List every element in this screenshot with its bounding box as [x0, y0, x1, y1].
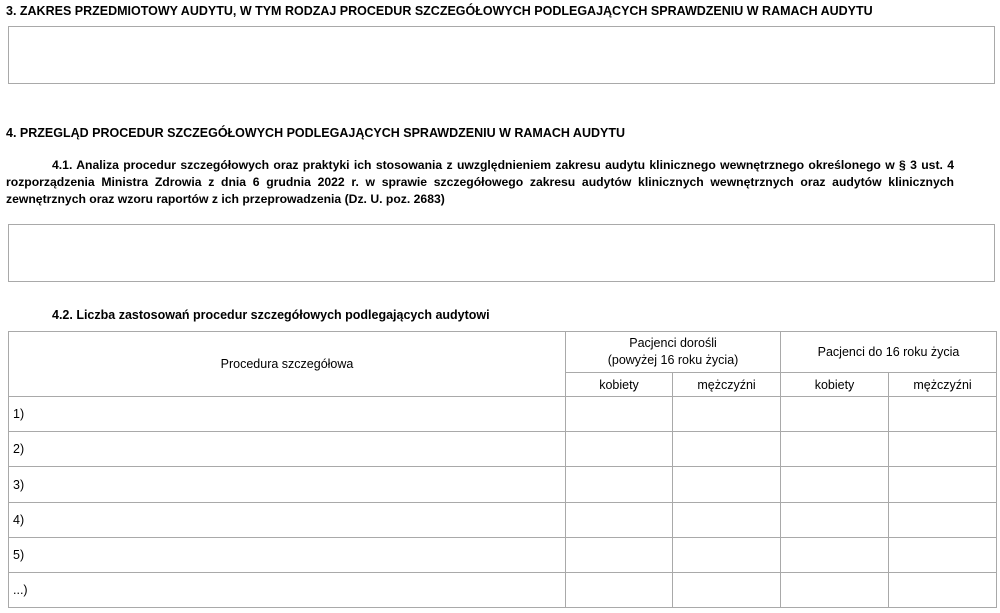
adult-patients-header — [566, 332, 781, 373]
section-4-2-title: 4.2. Liczba zastosowań procedur szczegółowych podlegających audytowi — [52, 308, 490, 322]
children-men-cell[interactable] — [889, 467, 997, 502]
table-row — [9, 467, 997, 502]
table-row — [9, 397, 997, 432]
adults-women-cell[interactable] — [566, 397, 673, 432]
children-women-cell[interactable] — [781, 467, 889, 502]
adults-women-cell[interactable] — [566, 432, 673, 467]
children-women-cell[interactable] — [781, 397, 889, 432]
children-men-cell[interactable] — [889, 432, 997, 467]
adults-men-cell[interactable] — [673, 432, 781, 467]
row-label[interactable]: 3) — [9, 467, 566, 502]
adults-men-cell[interactable] — [673, 467, 781, 502]
children-patients-header: Pacjenci do 16 roku życia — [781, 332, 997, 373]
adults-men-cell[interactable] — [673, 502, 781, 537]
section-4-1-answer-field[interactable] — [8, 224, 995, 282]
children-women-header: kobiety — [781, 373, 889, 397]
children-men-cell[interactable] — [889, 397, 997, 432]
children-men-cell[interactable] — [889, 537, 997, 572]
adults-women-cell[interactable] — [566, 502, 673, 537]
children-women-cell[interactable] — [781, 502, 889, 537]
adult-patients-header-text: Pacjenci dorośli (powyżej 16 roku życia) — [607, 336, 739, 368]
adults-women-cell[interactable] — [566, 537, 673, 572]
row-label[interactable]: 1) — [9, 397, 566, 432]
adults-women-cell[interactable] — [566, 467, 673, 502]
row-label[interactable]: 2) — [9, 432, 566, 467]
table-row — [9, 537, 997, 572]
section-3-answer-field[interactable] — [8, 26, 995, 84]
section-4-heading: 4. PRZEGLĄD PROCEDUR SZCZEGÓŁOWYCH PODLEGAJĄCYCH SPRAWDZENIU W RAMACH AUDYTU — [6, 126, 625, 140]
children-women-cell[interactable] — [781, 432, 889, 467]
adults-men-cell[interactable] — [673, 572, 781, 607]
adults-men-cell[interactable] — [673, 537, 781, 572]
adults-women-header: kobiety — [566, 373, 673, 397]
procedures-count-table — [8, 331, 997, 608]
procedure-column-header: Procedura szczegółowa — [9, 332, 566, 397]
table-row — [9, 502, 997, 537]
row-label[interactable]: ...) — [9, 572, 566, 607]
children-women-cell[interactable] — [781, 537, 889, 572]
section-3-heading: 3. ZAKRES PRZEDMIOTOWY AUDYTU, W TYM RODZAJ PROCEDUR SZCZEGÓŁOWYCH PODLEGAJĄCYCH SPRAWDZENIU W RAMACH AUDYTU — [6, 4, 873, 18]
table-row — [9, 572, 997, 607]
children-men-cell[interactable] — [889, 502, 997, 537]
children-men-cell[interactable] — [889, 572, 997, 607]
table-row — [9, 432, 997, 467]
adults-men-header: mężczyźni — [673, 373, 781, 397]
adults-women-cell[interactable] — [566, 572, 673, 607]
adults-men-cell[interactable] — [673, 397, 781, 432]
section-4-1-description: 4.1. Analiza procedur szczegółowych oraz praktyki ich stosowania z uwzględnieniem zakresu audytu klinicznego wewnętrznego określonego w § 3 ust. 4 rozporządzenia Ministra Zdrowia z dnia 6 grudnia 2022 r. w sprawie szczegółowego zakresu audytów klinicznych wewnętrznych oraz audytów klinicznych zewnętrznych oraz wzoru raportów z ich przeprowadzenia (Dz. U. poz. 2683) — [6, 158, 954, 206]
row-label[interactable]: 5) — [9, 537, 566, 572]
children-women-cell[interactable] — [781, 572, 889, 607]
children-men-header: mężczyźni — [889, 373, 997, 397]
row-label[interactable]: 4) — [9, 502, 566, 537]
